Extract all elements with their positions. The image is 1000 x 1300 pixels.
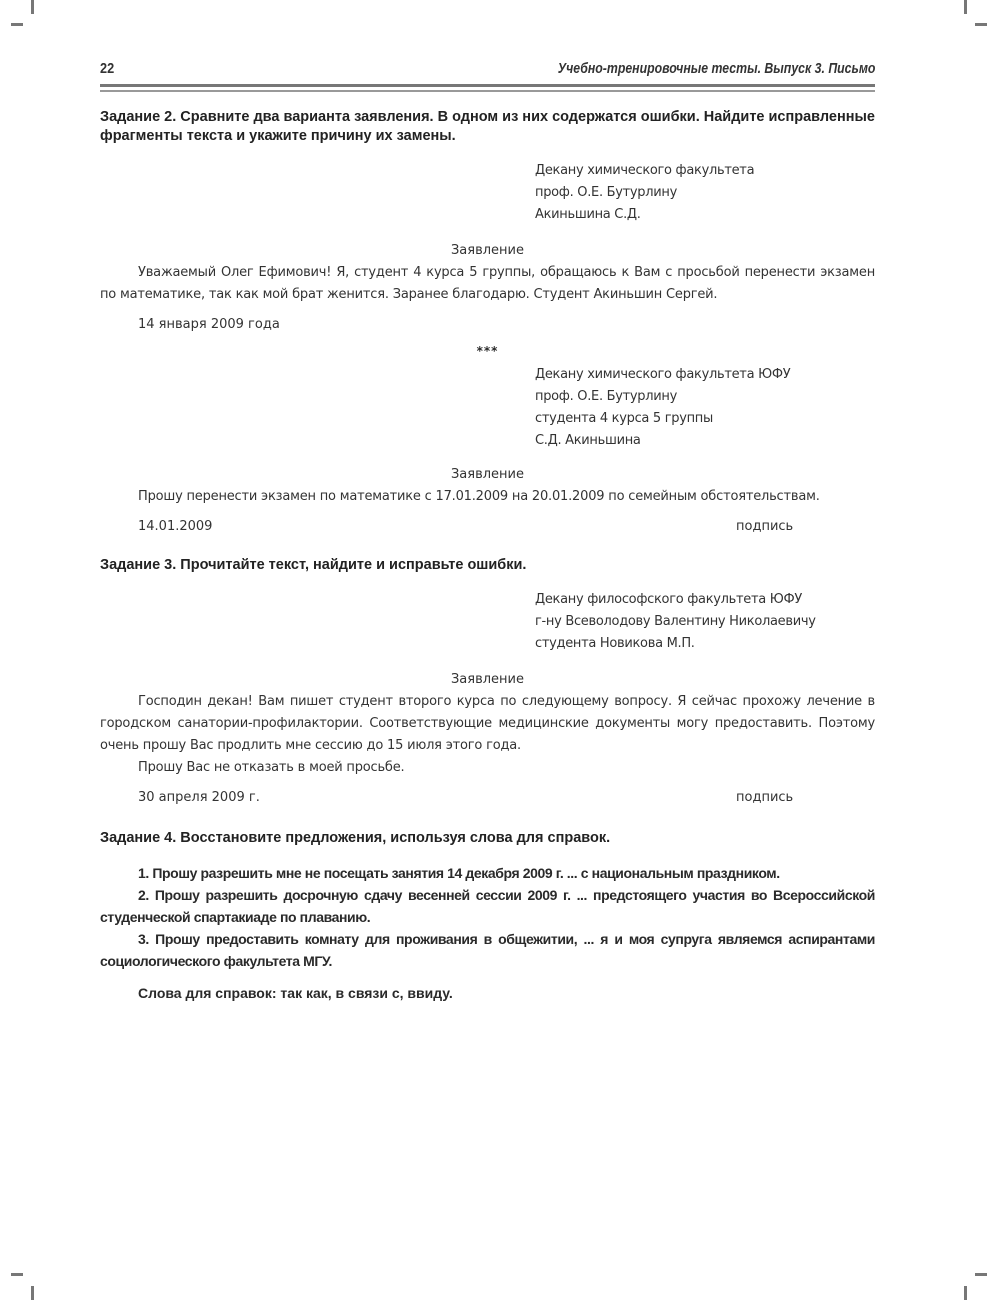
addressee-line: проф. О.Е. Бутурлину <box>535 389 678 404</box>
addressee-line: студента Новикова М.П. <box>535 636 695 651</box>
task3-addressee <box>535 589 875 655</box>
task2-v2-signature: подпись <box>736 519 794 534</box>
addressee-line: С.Д. Акиньшина <box>535 433 641 448</box>
task2-v1-addressee <box>535 160 875 226</box>
task3-body: Господин декан! Вам пишет студент второго курса по следующему вопросу. Я сейчас прохожу лечение в городском санатории-профилактории. Соответствующие медицинские документы могу предоставить. Поэтому очень прошу Вас продлить мне сессию до 15 июля этого года. <box>100 694 875 753</box>
document-page <box>100 58 875 1004</box>
task2-v1-date: 14 января 2009 года <box>138 317 280 332</box>
header-rule-secondary <box>100 90 875 92</box>
task3-title: Заявление <box>450 672 525 687</box>
task4-items <box>100 862 875 972</box>
task3-body2: Прошу Вас не отказать в моей просьбе. <box>138 760 405 775</box>
running-title: Учебно-тренировочные тесты. Выпуск 3. Письмо <box>557 60 875 77</box>
addressee-line: Декану химического факультета ЮФУ <box>535 367 791 382</box>
task3-date-row <box>100 787 875 809</box>
addressee-line: г-ну Всеволодову Валентину Николаевичу <box>535 614 816 629</box>
crop-mark-bottom-right-h <box>975 1273 987 1276</box>
crop-mark-top-right-h <box>975 23 987 26</box>
page-number: 22 <box>100 60 115 77</box>
task4-item: 2. Прошу разрешить досрочную сдачу весенней сессии 2009 г. ... предстоящего участия во Всероссийской студенческой спартакиаде по плаванию. <box>100 887 875 925</box>
task2-v2-date: 14.01.2009 <box>138 519 213 534</box>
separator: *** <box>476 344 499 358</box>
task4-heading: Задание 4. Восстановите предложения, используя слова для справок. <box>100 830 611 846</box>
task2-v1-title: Заявление <box>450 243 525 258</box>
header-rule <box>100 84 875 87</box>
task3-date: 30 апреля 2009 г. <box>138 790 260 805</box>
task3-signature: подпись <box>736 790 794 805</box>
crop-mark-bottom-left-h <box>11 1273 23 1276</box>
task2-v1-body: Уважаемый Олег Ефимович! Я, студент 4 курса 5 группы, обращаюсь к Вам с просьбой перенести экзамен по математике, так как мой брат женится. Заранее благодарю. Студент Акиньшин Сергей. <box>100 265 875 302</box>
addressee-line: Декану философского факультета ЮФУ <box>535 592 802 607</box>
crop-mark-top-right-v <box>964 0 967 14</box>
task2-v2-title: Заявление <box>450 467 525 482</box>
running-header <box>100 58 875 82</box>
addressee-line: Акиньшина С.Д. <box>535 207 641 222</box>
addressee-line: Декану химического факультета <box>535 163 755 178</box>
task2-v1-date-row <box>100 314 875 336</box>
task4-reference-words: Слова для справок: так как, в связи с, ввиду. <box>138 985 453 1001</box>
crop-mark-bottom-right-v <box>964 1286 967 1300</box>
crop-mark-bottom-left-v <box>31 1286 34 1300</box>
task2-v2-addressee <box>535 364 875 452</box>
task4-item: 1. Прошу разрешить мне не посещать занятия 14 декабря 2009 г. ... с национальным праздником. <box>138 865 780 881</box>
task2-v2-body: Прошу перенести экзамен по математике с 17.01.2009 на 20.01.2009 по семейным обстоятельствам. <box>138 489 820 504</box>
task2-heading: Задание 2. Сравните два варианта заявления. В одном из них содержатся ошибки. Найдите исправленные фрагменты текста и укажите причину их замены. <box>100 109 875 144</box>
crop-mark-top-left-h <box>11 23 23 26</box>
addressee-line: проф. О.Е. Бутурлину <box>535 185 678 200</box>
task2-v2-date-row <box>100 516 875 538</box>
crop-mark-top-left-v <box>31 0 34 14</box>
addressee-line: студента 4 курса 5 группы <box>535 411 713 426</box>
task3-heading: Задание 3. Прочитайте текст, найдите и исправьте ошибки. <box>100 557 527 573</box>
task4-item: 3. Прошу предоставить комнату для проживания в общежитии, ... я и моя супруга являемся аспирантами социологического факультета МГУ. <box>100 931 875 969</box>
